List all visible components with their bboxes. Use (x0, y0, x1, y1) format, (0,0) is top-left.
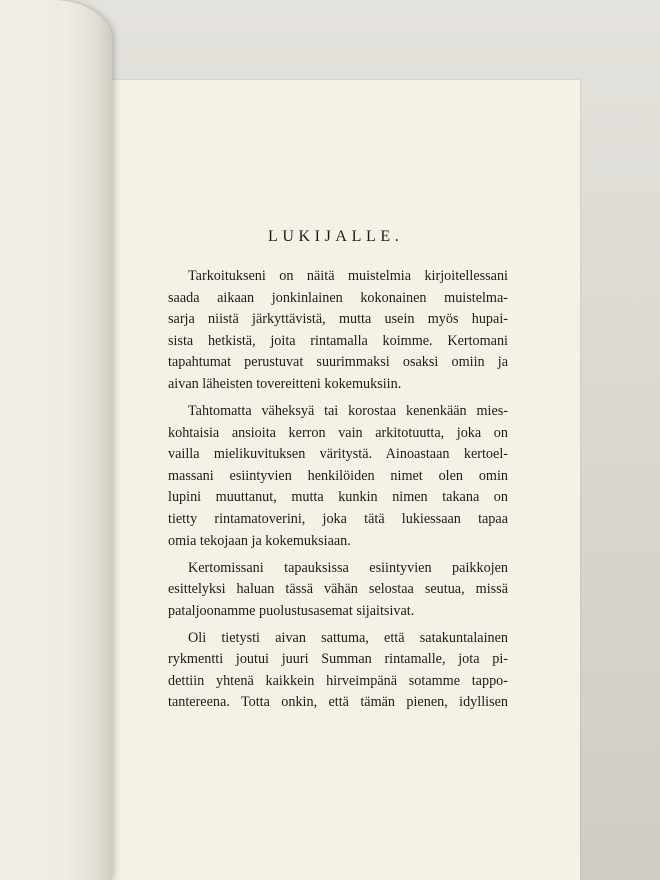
text-line: lupini muuttanut, mutta kunkin nimen takana on (168, 489, 508, 506)
paragraph (168, 266, 508, 396)
text-line: omia tekojaan ja kokemuksiaan. (168, 532, 351, 549)
text-line: tapahtumat perustuvat suurimmaksi osaksi omiin ja (168, 354, 508, 371)
text-line: Tahtomatta väheksyä tai korostaa kenenkään mies- (188, 402, 508, 419)
text-line: massani esiintyvien henkilöiden nimet olen omin (168, 467, 508, 484)
text-line: saada aikaan jonkinlainen kokonainen muistelma- (168, 289, 508, 306)
text-line: tantereena. Totta onkin, että tämän pienen, idyllisen (168, 694, 508, 711)
text-line: Tarkoitukseni on näitä muistelmia kirjoitellessani (188, 268, 508, 284)
text-line: pataljoonamme puolustusasemat sijaitsivat. (168, 602, 415, 619)
text-line: vailla mielikuvituksen väritystä. Ainoastaan kertoel- (168, 446, 508, 463)
paragraph (168, 628, 508, 714)
text-line: kohtaisia ansioita kerron vain arkitotuutta, joka on (168, 424, 508, 441)
text-line: aivan läheisten tovereitteni kokemuksiin. (168, 375, 402, 392)
text-line: esittelyksi haluan tässä vähän selostaa seutua, missä (168, 581, 508, 598)
text-line: dettiin yhtenä kaikkein hirveimpänä sotamme tappo- (168, 672, 508, 689)
text-line: tietty rintamatoverini, joka tätä lukiessaan tapaa (168, 510, 508, 527)
body-text (168, 266, 508, 719)
facing-page-edge (0, 0, 112, 880)
paragraph (168, 401, 508, 552)
text-line: sarja niistä järkyttävistä, mutta usein myös hupai- (168, 311, 508, 328)
paragraph (168, 558, 508, 623)
page-heading: LUKIJALLE. (268, 228, 404, 245)
text-line: rykmentti joutui juuri Summan rintamalle, jota pi- (168, 651, 508, 668)
text-line: sista hetkistä, joita rintamalla koimme. Kertomani (168, 332, 508, 349)
text-line: Kertomissani tapauksissa esiintyvien paikkojen (188, 559, 508, 576)
text-line: Oli tietysti aivan sattuma, että satakuntalainen (188, 629, 508, 646)
